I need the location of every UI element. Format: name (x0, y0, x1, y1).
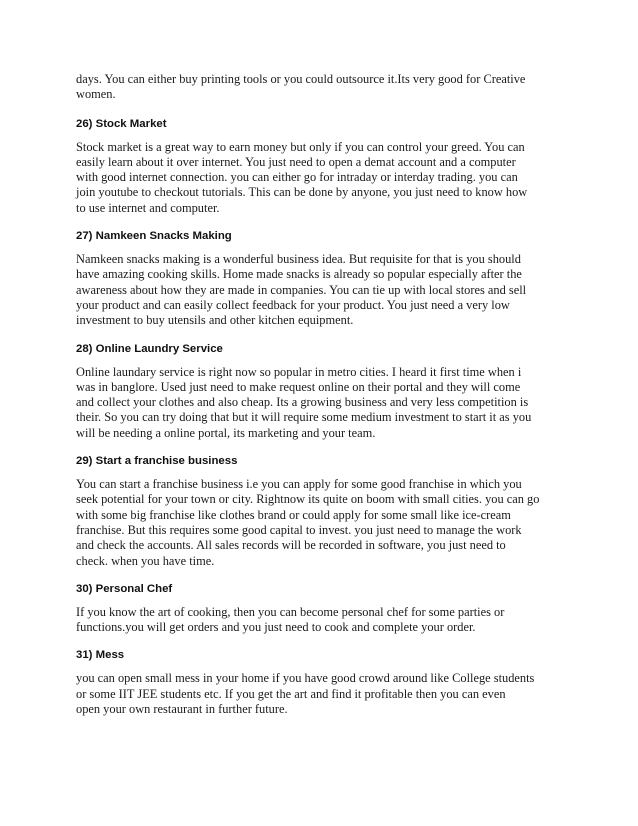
section-personal-chef (76, 582, 566, 636)
section-paragraph: you can open small mess in your home if you have good crowd around like College students or some IIT JEE students etc. If you get the art and find it profitable then you can even open your own restaurant in further future. (76, 671, 535, 717)
section-heading: 26) Stock Market (76, 117, 167, 130)
section-paragraph: Namkeen snacks making is a wonderful business idea. But requisite for that is you should have amazing cooking skills. Home made snacks is already so popular especially after the awareness about how they are made in companies. You can tie up with local stores and sell your product and can easily collect feedback for your product. You just need a very low investment to buy utensils and other kitchen equipment. (76, 252, 527, 328)
section-heading: 28) Online Laundry Service (76, 342, 223, 355)
intro-paragraph: days. You can either buy printing tools or you could outsource it.Its very good for Creative women. (76, 72, 526, 102)
section-heading: 31) Mess (76, 649, 125, 662)
section-mess (76, 648, 566, 717)
section-paragraph: Stock market is a great way to earn money but only if you can control your greed. You can easily learn about it over internet. You just need to open a demat account and a computer with good internet connection. you can either go for intraday or interday trading. you can join youtube to checkout tutorials. This can be done by anyone, you just need to know how to use internet and computer. (76, 139, 528, 215)
document-page (76, 72, 566, 717)
section-paragraph: Online laundary service is right now so popular in metro cities. I heard it first time when i was in banglore. Used just need to make request online on their portal and they will come and collect your clothes and also cheap. Its a growing business and very less competition is their. So you can try doing that but it will require some medium investment to start it as you will be needing a online portal, its marketing and your team. (76, 364, 532, 440)
section-heading: 30) Personal Chef (76, 582, 173, 595)
section-online-laundry (76, 342, 566, 441)
section-namkeen-snacks (76, 229, 566, 328)
section-paragraph: If you know the art of cooking, then you can become personal chef for some parties or functions.you will get orders and you just need to cook and complete your order. (76, 604, 505, 635)
section-heading: 29) Start a franchise business (76, 455, 238, 468)
section-heading: 27) Namkeen Snacks Making (76, 230, 232, 243)
section-paragraph: You can start a franchise business i.e you can apply for some good franchise in which you seek potential for your town or city. Rightnow its quite on boom with small cities. you can go with some big franchise like clothes brand or could apply for some small like ice-cream franchise. But this requires some good capital to invest. you just need to manage the work and check the accounts. All sales records will be recorded in software, you just need to check. when you have time. (76, 477, 540, 568)
section-stock-market (76, 117, 566, 216)
section-franchise (76, 454, 566, 569)
